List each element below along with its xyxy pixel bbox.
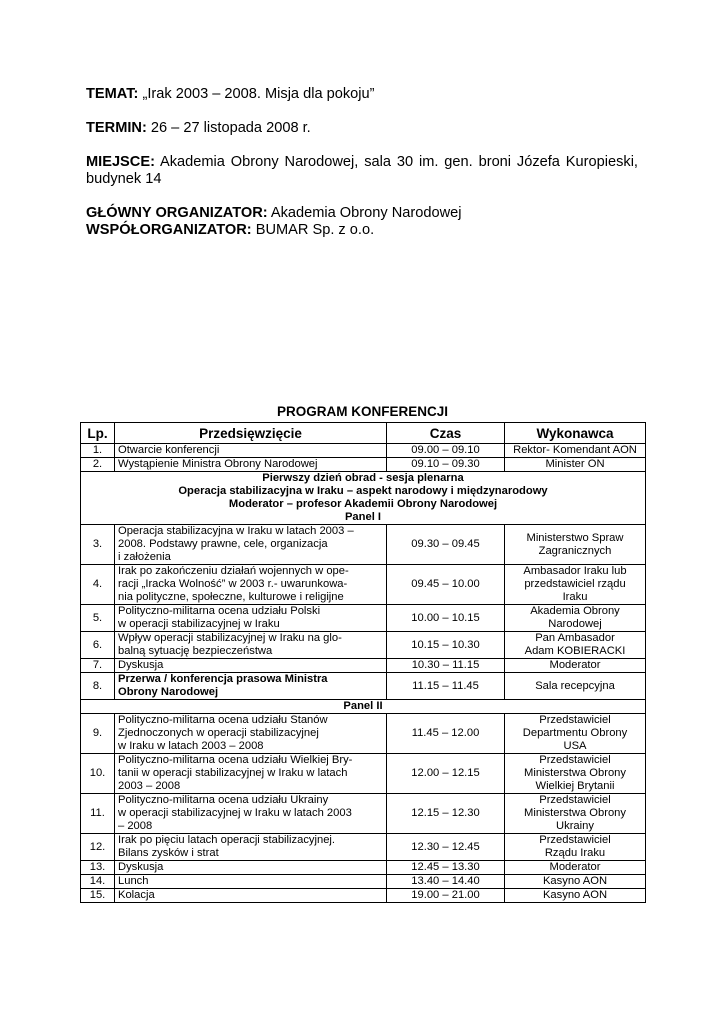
column-header-lp: Lp. xyxy=(81,423,115,444)
cell-performer xyxy=(505,834,646,861)
table-row xyxy=(81,889,646,903)
co-organizer-line xyxy=(86,222,638,239)
cell-lp: 5. xyxy=(81,605,115,632)
event-line: Kolacja xyxy=(118,889,155,901)
cell-lp: 12. xyxy=(81,834,115,861)
cell-time: 09.45 – 10.00 xyxy=(387,565,505,605)
table-row xyxy=(81,834,646,861)
event-line: – 2008 xyxy=(118,820,153,832)
event-line: nia polityczne, społeczne, kulturowe i religijne xyxy=(118,591,344,603)
performer-line: Departmentu Obrony xyxy=(522,727,628,739)
date-value: 26 – 27 listopada 2008 r. xyxy=(150,120,311,136)
cell-event xyxy=(115,714,387,754)
performer-line: przedstawiciel rządu xyxy=(524,578,626,590)
venue-value-building: budynek 14 xyxy=(86,171,162,187)
cell-event xyxy=(115,565,387,605)
section-line: Operacja stabilizacyjna w Iraku – aspekt narodowy i międzynarodowy xyxy=(178,485,548,497)
cell-lp: 1. xyxy=(81,444,115,458)
program-table xyxy=(80,422,646,903)
event-line: Dyskusja xyxy=(118,861,164,873)
cell-event xyxy=(115,444,387,458)
table-row xyxy=(81,875,646,889)
performer-line: Ministerstwa Obrony xyxy=(524,807,626,819)
event-line: Irak po pięciu latach operacji stabilizacyjnej. xyxy=(118,834,336,846)
cell-event xyxy=(115,605,387,632)
program-title: PROGRAM KONFERENCJI xyxy=(276,404,448,419)
cell-event xyxy=(115,794,387,834)
cell-time: 10.15 – 10.30 xyxy=(387,632,505,659)
table-row xyxy=(81,444,646,458)
event-line: 2003 – 2008 xyxy=(118,780,181,792)
event-line: Polityczno-militarna ocena udziału Ukrainy xyxy=(118,794,329,806)
performer-line: Ministerstwa Obrony xyxy=(524,767,626,779)
section-cell xyxy=(81,472,646,525)
date-label: TERMIN: xyxy=(86,120,147,136)
cell-event xyxy=(115,875,387,889)
cell-performer xyxy=(505,458,646,472)
performer-line: Moderator xyxy=(549,861,601,873)
event-line: Operacja stabilizacyjna w Iraku w latach 2003 – xyxy=(118,525,354,537)
cell-performer xyxy=(505,632,646,659)
cell-event xyxy=(115,458,387,472)
cell-time: 09.00 – 09.10 xyxy=(387,444,505,458)
cell-performer xyxy=(505,794,646,834)
section-line: Moderator – profesor Akademii Obrony Narodowej xyxy=(228,498,498,510)
table-row xyxy=(81,754,646,794)
table-row xyxy=(81,673,646,700)
performer-line: Przedstawiciel xyxy=(539,794,611,806)
performer-line: Adam KOBIERACKI xyxy=(524,645,626,657)
performer-line: Rządu Iraku xyxy=(544,847,606,859)
cell-event xyxy=(115,861,387,875)
cell-lp: 10. xyxy=(81,754,115,794)
event-line: Polityczno-militarna ocena udziału Polski xyxy=(118,605,321,617)
performer-line: Przedstawiciel xyxy=(539,714,611,726)
cell-time: 12.00 – 12.15 xyxy=(387,754,505,794)
cell-performer xyxy=(505,525,646,565)
cell-event xyxy=(115,525,387,565)
event-line: Irak po zakończeniu działań wojennych w ope- xyxy=(118,565,349,577)
section-cell: Panel II xyxy=(81,700,646,714)
event-line: Dyskusja xyxy=(118,659,164,671)
venue-label: MIEJSCE: xyxy=(86,154,155,170)
section-line: Panel I xyxy=(344,511,382,523)
cell-time: 11.45 – 12.00 xyxy=(387,714,505,754)
event-line: Zjednoczonych w operacji stabilizacyjnej xyxy=(118,727,319,739)
topic-line xyxy=(86,86,638,103)
table-row xyxy=(81,605,646,632)
event-line: Bilans zysków i strat xyxy=(118,847,219,859)
cell-performer xyxy=(505,889,646,903)
event-line: w Iraku w latach 2003 – 2008 xyxy=(118,740,264,752)
performer-line: Akademia Obrony xyxy=(530,605,620,617)
cell-event xyxy=(115,889,387,903)
table-row xyxy=(81,861,646,875)
cell-performer xyxy=(505,714,646,754)
venue-line-continued xyxy=(86,171,638,188)
performer-line: USA xyxy=(563,740,587,752)
cell-lp: 15. xyxy=(81,889,115,903)
performer-line: Kasyno AON xyxy=(542,889,608,901)
section-line: Pierwszy dzień obrad - sesja plenarna xyxy=(262,472,464,484)
event-line: Wystąpienie Ministra Obrony Narodowej xyxy=(118,458,318,470)
table-row xyxy=(81,525,646,565)
event-line: w operacji stabilizacyjnej w Iraku xyxy=(118,618,280,630)
performer-line: Pan Ambasador xyxy=(535,632,615,644)
date-line xyxy=(86,120,638,137)
cell-lp: 13. xyxy=(81,861,115,875)
venue-line xyxy=(86,154,638,171)
cell-time: 09.30 – 09.45 xyxy=(387,525,505,565)
table-row xyxy=(81,659,646,673)
cell-performer xyxy=(505,565,646,605)
cell-time: 10.00 – 10.15 xyxy=(387,605,505,632)
topic-value: „Irak 2003 – 2008. Misja dla pokoju” xyxy=(142,86,375,102)
topic-label: TEMAT: xyxy=(86,86,139,102)
performer-line: Przedstawiciel xyxy=(539,834,611,846)
cell-lp: 3. xyxy=(81,525,115,565)
event-line: 2008. Podstawy prawne, cele, organizacja xyxy=(118,538,328,550)
venue-value: Akademia Obrony Narodowej, sala 30 im. gen. broni Józefa Kuropieski, xyxy=(160,154,638,170)
cell-performer xyxy=(505,605,646,632)
co-organizer-label: WSPÓŁORGANIZATOR: xyxy=(86,222,252,238)
cell-performer xyxy=(505,875,646,889)
section-row-panel-2 xyxy=(81,700,646,714)
performer-line: Ministerstwo Spraw xyxy=(526,531,624,544)
performer-line: Zagranicznych xyxy=(538,544,612,557)
performer-line: Moderator xyxy=(549,659,601,671)
cell-lp: 14. xyxy=(81,875,115,889)
cell-event xyxy=(115,632,387,659)
performer-line: Wielkiej Brytanii xyxy=(535,780,615,792)
event-line: balną sytuację bezpieczeństwa xyxy=(118,645,273,657)
cell-performer xyxy=(505,754,646,794)
cell-time: 12.15 – 12.30 xyxy=(387,794,505,834)
cell-lp: 7. xyxy=(81,659,115,673)
cell-lp: 8. xyxy=(81,673,115,700)
performer-line: Rektor- Komendant AON xyxy=(513,444,637,456)
table-row xyxy=(81,565,646,605)
performer-line: Minister ON xyxy=(545,458,605,470)
cell-event xyxy=(115,659,387,673)
event-line: Obrony Narodowej xyxy=(118,686,219,698)
table-row xyxy=(81,458,646,472)
performer-line: Ukrainy xyxy=(556,820,594,832)
cell-time: 10.30 – 11.15 xyxy=(387,659,505,673)
table-row xyxy=(81,794,646,834)
column-header-event: Przedsięwzięcie xyxy=(115,423,387,444)
cell-lp: 4. xyxy=(81,565,115,605)
cell-performer xyxy=(505,861,646,875)
event-line: w operacji stabilizacyjnej w Iraku w latach 2003 xyxy=(118,807,352,819)
event-line: i założenia xyxy=(118,551,171,563)
event-line: Polityczno-militarna ocena udziału Wielkiej Bry- xyxy=(118,754,353,766)
cell-performer xyxy=(505,673,646,700)
co-organizer-value: BUMAR Sp. z o.o. xyxy=(255,222,375,238)
main-organizer-line xyxy=(86,205,638,222)
event-line: racji „Iracka Wolność” w 2003 r.- uwarunkowa- xyxy=(118,578,348,590)
event-line: Wpływ operacji stabilizacyjnej w Iraku na glo- xyxy=(118,632,342,644)
performer-line: Przedstawiciel xyxy=(539,754,611,766)
cell-lp: 6. xyxy=(81,632,115,659)
event-line: Przerwa / konferencja prasowa Ministra xyxy=(118,673,328,685)
cell-time: 11.15 – 11.45 xyxy=(387,673,505,700)
table-row xyxy=(81,714,646,754)
cell-performer xyxy=(505,659,646,673)
cell-lp: 11. xyxy=(81,794,115,834)
cell-event xyxy=(115,834,387,861)
column-header-time: Czas xyxy=(387,423,505,444)
cell-event xyxy=(115,754,387,794)
cell-time: 12.30 – 12.45 xyxy=(387,834,505,861)
table-header-row xyxy=(81,423,646,444)
performer-line: Narodowej xyxy=(548,618,602,630)
performer-line: Sala recepcyjna xyxy=(535,679,615,692)
performer-line: Iraku xyxy=(562,591,588,603)
table-row xyxy=(81,632,646,659)
cell-event xyxy=(115,673,387,700)
performer-line: Ambasador Iraku lub xyxy=(523,565,627,577)
cell-lp: 2. xyxy=(81,458,115,472)
event-line: tanii w operacji stabilizacyjnej w Iraku w latach xyxy=(118,767,348,779)
cell-time: 09.10 – 09.30 xyxy=(387,458,505,472)
main-organizer-value: Akademia Obrony Narodowej xyxy=(270,205,462,221)
cell-performer xyxy=(505,444,646,458)
performer-line: Kasyno AON xyxy=(542,875,608,887)
section-row-plenary xyxy=(81,472,646,525)
event-line: Lunch xyxy=(118,875,149,887)
cell-lp: 9. xyxy=(81,714,115,754)
column-header-performer: Wykonawca xyxy=(505,423,646,444)
main-organizer-label: GŁÓWNY ORGANIZATOR: xyxy=(86,205,268,221)
event-line: Otwarcie konferencji xyxy=(118,444,220,456)
cell-time: 12.45 – 13.30 xyxy=(387,861,505,875)
cell-time: 19.00 – 21.00 xyxy=(387,889,505,903)
event-line: Polityczno-militarna ocena udziału Stanów xyxy=(118,714,328,726)
cell-time: 13.40 – 14.40 xyxy=(387,875,505,889)
